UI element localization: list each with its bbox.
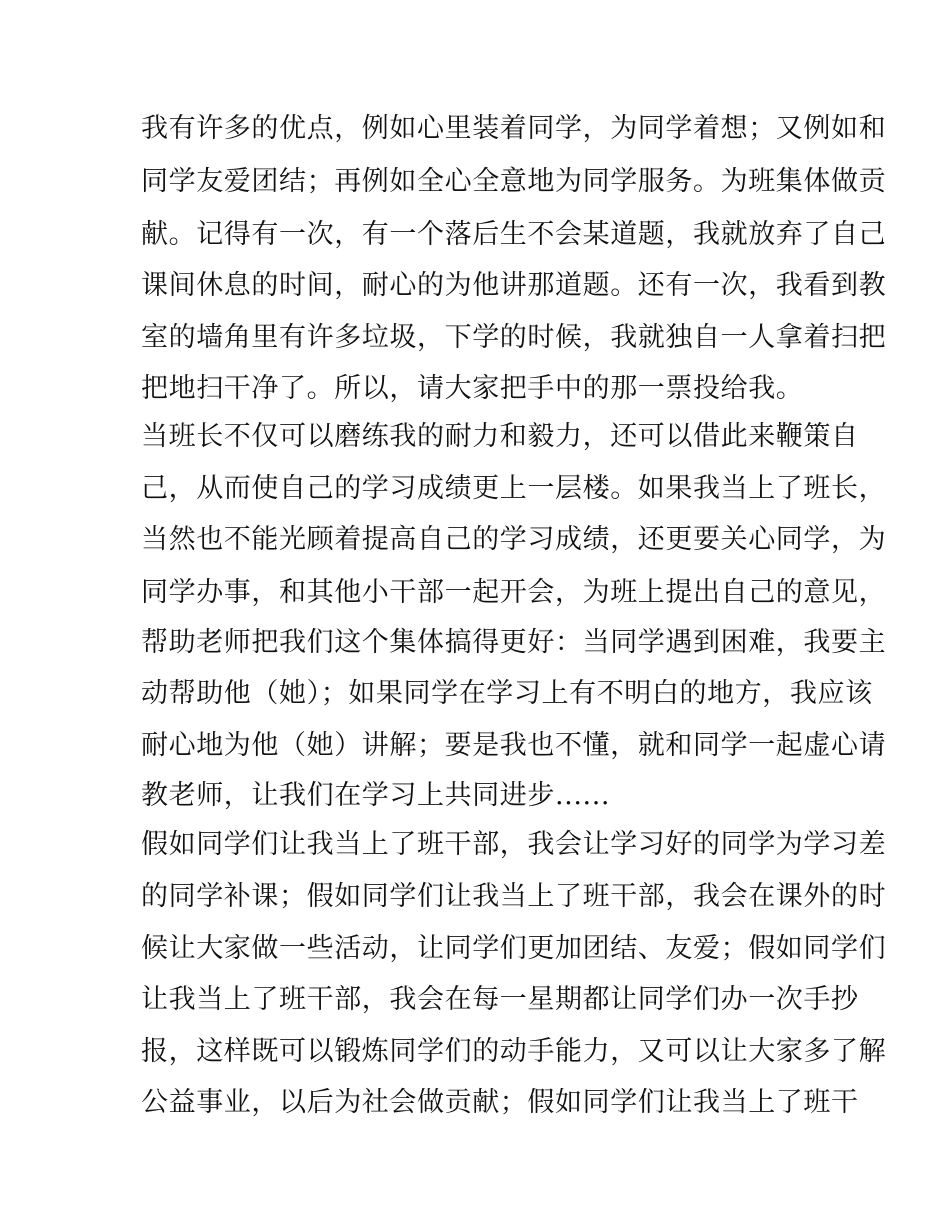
- text-line: 让我当上了班干部，我会在每一星期都让同学们办一次手抄: [141, 984, 859, 1015]
- text-line: 的同学补课；假如同学们让我当上了班干部，我会在课外的时: [141, 881, 887, 912]
- text-line: 己，从而使自己的学习成绩更上一层楼。如果我当上了班长，: [141, 473, 887, 504]
- text-line: 当然也不能光顾着提高自己的学习成绩，还更要关心同学，为: [141, 524, 887, 555]
- text-line: 当班长不仅可以磨练我的耐力和毅力，还可以借此来鞭策自: [141, 421, 859, 452]
- text-line: 课间休息的时间，耐心的为他讲那道题。还有一次，我看到教: [141, 270, 887, 301]
- text-line: 候让大家做一些活动，让同学们更加团结、友爱；假如同学们: [141, 933, 887, 964]
- text-line: 教老师，让我们在学习上共同进步......: [141, 780, 611, 811]
- text-line: 把地扫干净了。所以，请大家把手中的那一票投给我。: [141, 373, 804, 404]
- text-line: 同学友爱团结；再例如全心全意地为同学服务。为班集体做贡: [141, 166, 887, 197]
- text-line: 报，这样既可以锻炼同学们的动手能力，又可以让大家多了解: [141, 1036, 887, 1067]
- text-line: 耐心地为他（她）讲解；要是我也不懂，就和同学一起虚心请: [141, 730, 887, 761]
- text-line: 同学办事，和其他小干部一起开会，为班上提出自己的意见，: [141, 577, 887, 608]
- text-line: 帮助老师把我们这个集体搞得更好：当同学遇到困难，我要主: [141, 627, 887, 658]
- text-line: 公益事业，以后为社会做贡献；假如同学们让我当上了班干: [141, 1087, 859, 1118]
- text-line: 假如同学们让我当上了班干部，我会让学习好的同学为学习差: [141, 829, 887, 860]
- text-line: 献。记得有一次，有一个落后生不会某道题，我就放弃了自己: [141, 219, 887, 250]
- text-line: 我有许多的优点，例如心里装着同学，为同学着想；又例如和: [141, 113, 887, 144]
- text-line: 动帮助他（她）；如果同学在学习上有不明白的地方，我应该: [141, 678, 873, 709]
- text-line: 室的墙角里有许多垃圾，下学的时候，我就独自一人拿着扫把: [141, 322, 887, 353]
